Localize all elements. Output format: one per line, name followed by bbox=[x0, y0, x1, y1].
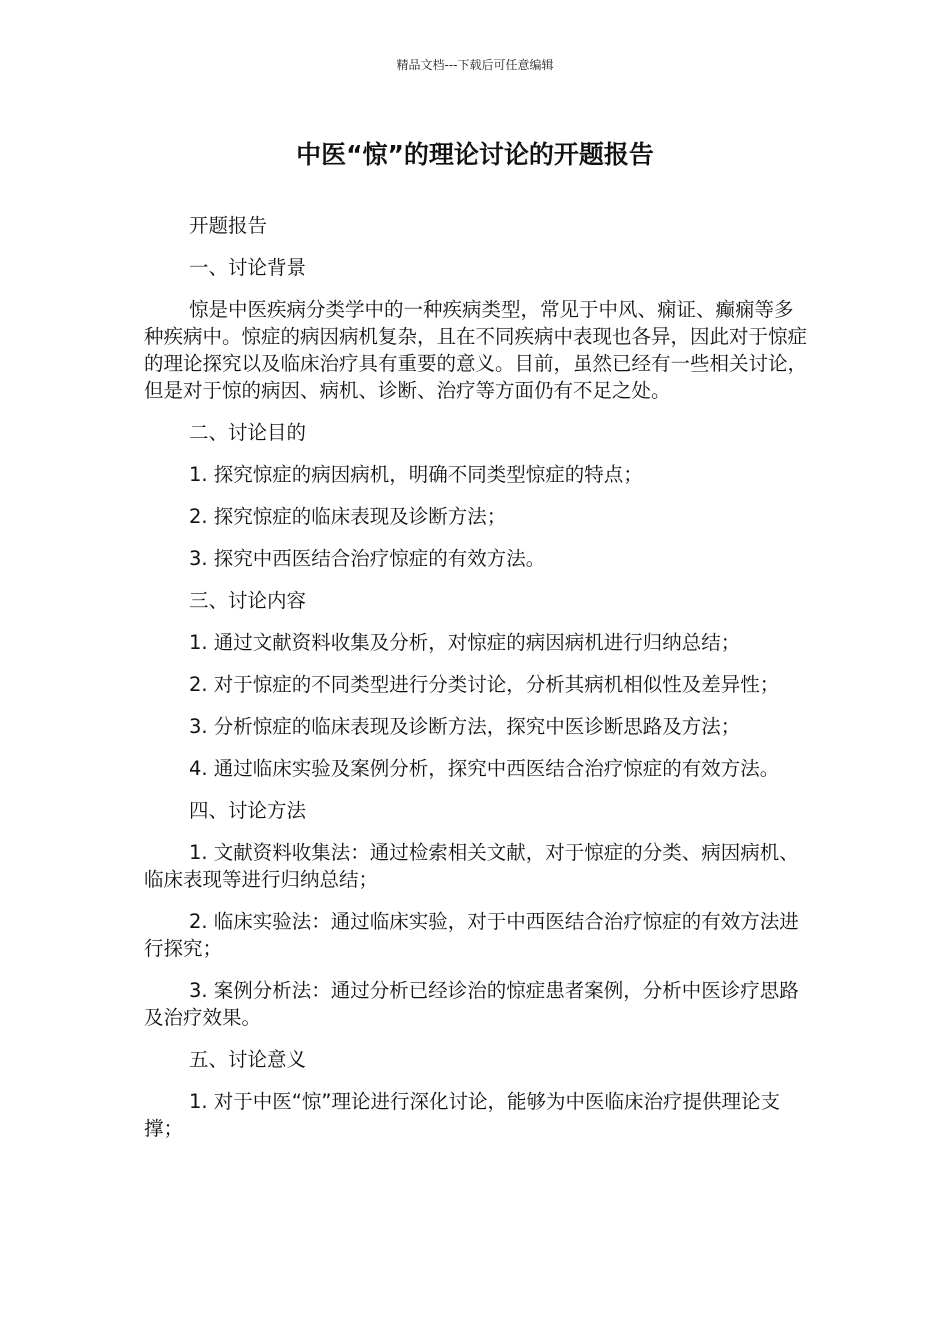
section-heading-background: 一、讨论背景 bbox=[189, 256, 307, 279]
purpose-item-3: 3. 探究中西医结合治疗惊症的有效方法。 bbox=[189, 547, 546, 570]
method-item-3: 3. 案例分析法：通过分析已经诊治的惊症患者案例，分析中医诊疗思路及治疗效果。 bbox=[144, 979, 799, 1029]
header-note: 精品文档---下载后可任意编辑 bbox=[396, 58, 554, 72]
section-heading-method: 四、讨论方法 bbox=[189, 799, 307, 822]
paragraph-report-label: 开题报告 bbox=[189, 214, 268, 237]
significance-item-1: 1. 对于中医“惊”理论进行深化讨论，能够为中医临床治疗提供理论支撑； bbox=[144, 1090, 781, 1140]
content-item-1: 1. 通过文献资料收集及分析，对惊症的病因病机进行归纳总结； bbox=[189, 631, 741, 654]
document-body bbox=[144, 212, 810, 1157]
section-heading-purpose: 二、讨论目的 bbox=[189, 421, 307, 444]
content-item-3: 3. 分析惊症的临床表现及诊断方法，探究中医诊断思路及方法； bbox=[189, 715, 741, 738]
content-item-2: 2. 对于惊症的不同类型进行分类讨论，分析其病机相似性及差异性； bbox=[189, 673, 780, 696]
section-heading-content: 三、讨论内容 bbox=[189, 589, 307, 612]
content-item-4: 4. 通过临床实验及案例分析，探究中西医结合治疗惊症的有效方法。 bbox=[189, 757, 780, 780]
method-item-2: 2. 临床实验法：通过临床实验，对于中西医结合治疗惊症的有效方法进行探究； bbox=[144, 910, 799, 960]
paragraph-background: 惊是中医疾病分类学中的一种疾病类型，常见于中风、痫证、癫痫等多种疾病中。惊症的病因病机复杂，且在不同疾病中表现也各异，因此对于惊症的理论探究以及临床治疗具有重要的意义。目前，虽然已经有一些相关讨论，但是对于惊的病因、病机、诊断、治疗等方面仍有不足之处。 bbox=[144, 298, 808, 402]
purpose-item-2: 2. 探究惊症的临床表现及诊断方法； bbox=[189, 505, 507, 528]
method-item-1: 1. 文献资料收集法：通过检索相关文献，对于惊症的分类、病因病机、临床表现等进行归纳总结； bbox=[144, 841, 799, 891]
section-heading-significance: 五、讨论意义 bbox=[189, 1048, 307, 1071]
purpose-item-1: 1. 探究惊症的病因病机，明确不同类型惊症的特点； bbox=[189, 463, 643, 486]
document-title: 中医“惊”的理论讨论的开题报告 bbox=[296, 140, 654, 169]
